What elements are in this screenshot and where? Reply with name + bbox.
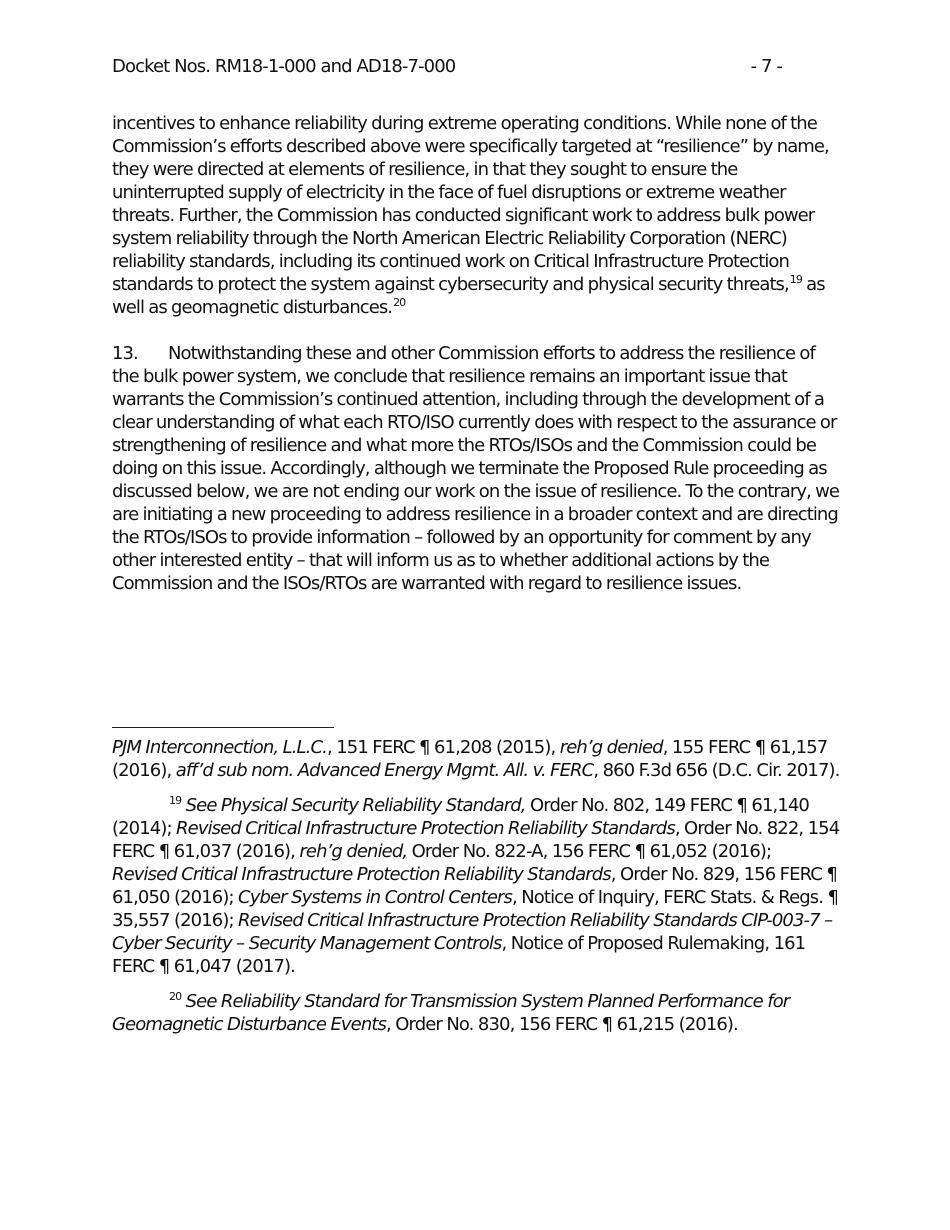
docket-number: Docket Nos. RM18-1-000 and AD18-7-000 — [112, 56, 456, 77]
citation-text: , Order No. 822, 154 FERC ¶ 61,037 (2016), — [112, 818, 840, 862]
citation-text: , 860 F.3d 656 (D.C. Cir. 2017). — [593, 760, 840, 781]
body-text — [112, 112, 840, 595]
case-name: Revised Critical Infrastructure Protection Reliability Standards CIP-003-7 – Cyber Security – Security Management Controls — [112, 910, 833, 954]
footnote-continued — [112, 736, 840, 782]
case-name: Revised Critical Infrastructure Protection Reliability Standards — [176, 818, 675, 839]
case-name: See Reliability Standard for Transmission System Planned Performance for Geomagnetic Disturbance Events — [112, 991, 790, 1035]
case-name: Cyber Systems in Control Centers — [238, 887, 512, 908]
citation-text: , 151 FERC ¶ 61,208 (2015), — [326, 737, 560, 758]
paragraph-13-text: Notwithstanding these and other Commission efforts to address the resilience of the bulk power system, we conclude that resilience remains an important issue that warrants the Commission’s continued attention, including through the development of a clear understanding of what each RTO/ISO currently does with respect to the assurance or strengthening of resilience and what more the RTOs/ISOs and the Commission could be doing on this issue. Accordingly, although we terminate the Proposed Rule proceeding as discussed below, we are not ending our work on the issue of resilience. To the contrary, we are initiating a new proceeding to address resilience in a broader context and are directing the RTOs/ISOs to provide information – followed by an opportunity for comment by any other interested entity – that will inform us as to whether additional actions by the Commission and the ISOs/RTOs are warranted with regard to resilience issues. — [112, 343, 839, 594]
footnote-19 — [112, 794, 840, 978]
footnote-20 — [112, 990, 840, 1036]
footnote-ref-20[interactable]: 20 — [393, 296, 406, 309]
paragraph-continuation-text: incentives to enhance reliability during extreme operating conditions. While none of the Commission’s efforts described above were specifically targeted at “resilience” by name, they were directed at elements of resilience, in that they sought to ensure the uninterrupted supply of electricity in the face of fuel disruptions or extreme weather threats. Further, the Commission has conducted significant work to address bulk power system reliability through the North American Electric Reliability Corporation (NERC) reliability standards, including its continued work on Critical Infrastructure Protection standards to protect the system against cybersecurity and physical security threats, — [112, 113, 829, 295]
citation-text: , Notice of Proposed Rulemaking, 161 FERC ¶ 61,047 (2017). — [112, 933, 806, 977]
citation-text: Order No. 802, 149 FERC ¶ 61,140 (2014); — [112, 795, 809, 839]
paragraph-continuation — [112, 112, 840, 319]
footnote-separator — [112, 727, 334, 728]
footnote-ref-19[interactable]: 19 — [789, 273, 802, 286]
case-history: reh’g denied — [559, 737, 663, 758]
citation-text: , Notice of Inquiry, FERC Stats. & Regs. ¶ 35,557 (2016); — [112, 887, 839, 931]
citation-text: , Order No. 829, 156 FERC ¶ 61,050 (2016); — [112, 864, 837, 908]
paragraph-number: 13. — [112, 343, 138, 364]
citation-text: , 155 FERC ¶ 61,157 (2016), — [112, 737, 828, 781]
case-name: See Physical Security Reliability Standard, — [185, 795, 526, 816]
paragraph-13 — [112, 342, 840, 595]
page-header — [112, 56, 782, 80]
case-name: aff’d sub nom. Advanced Energy Mgmt. All. v. FERC — [175, 760, 594, 781]
footnotes — [112, 736, 840, 1036]
citation-text: , Order No. 830, 156 FERC ¶ 61,215 (2016). — [386, 1014, 738, 1035]
case-name: PJM Interconnection, L.L.C. — [112, 737, 327, 758]
footnote-number-20: 20 — [169, 990, 182, 1003]
case-name: Revised Critical Infrastructure Protection Reliability Standards — [112, 864, 611, 885]
footnote-number-19: 19 — [169, 794, 182, 807]
paragraph-continuation-text-end: as well as geomagnetic disturbances. — [112, 274, 825, 318]
case-history: reh’g denied, — [299, 841, 408, 862]
page-number: - 7 - — [750, 56, 782, 77]
citation-text: Order No. 822-A, 156 FERC ¶ 61,052 (2016); — [407, 841, 772, 862]
